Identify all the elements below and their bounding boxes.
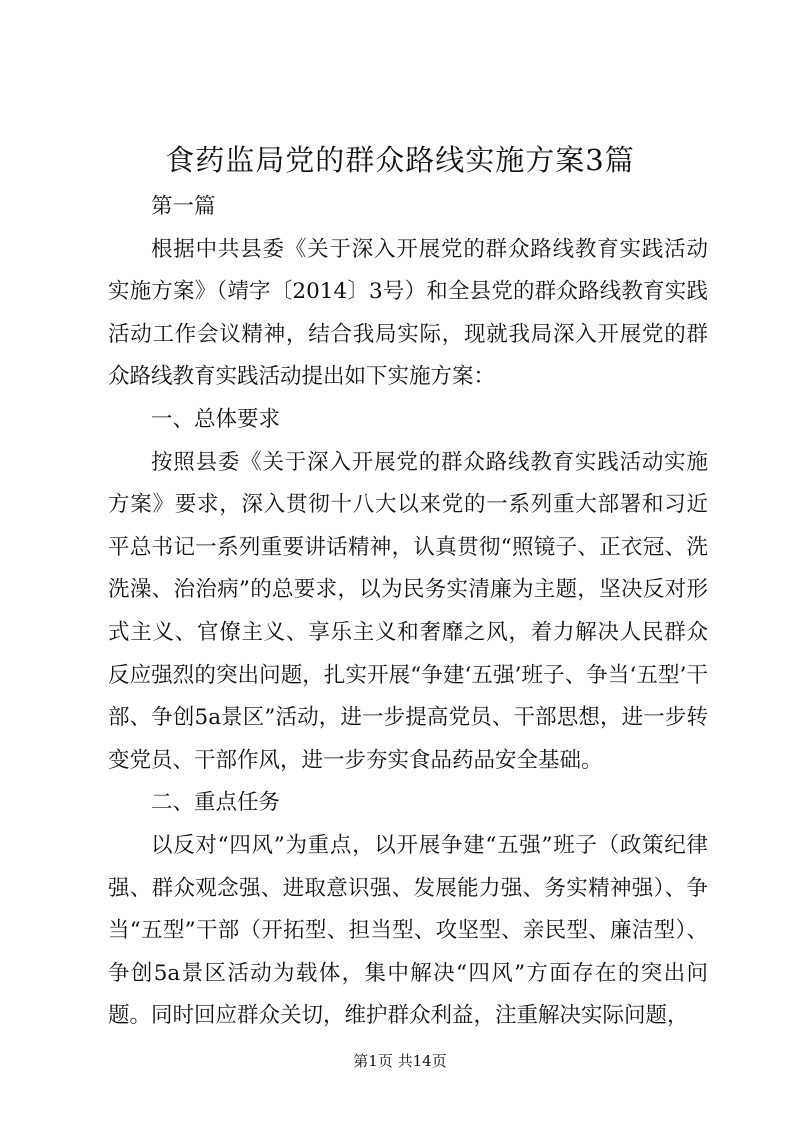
document-body [108, 186, 708, 1038]
section-heading-part-one: 第一篇 [151, 194, 216, 219]
paragraph-general-requirements: 按照县委《关于深入开展党的群众路线教育实践活动实施方案》要求，深入贯彻十八大以来党的一系列重大部署和习近平总书记一系列重要讲话精神，认真贯彻“照镜子、正衣冠、洗洗澡、治治病”的总要求，以为民务实清廉为主题，坚决反对形式主义、官僚主义、享乐主义和奢靡之风，着力解决人民群众反应强烈的突出问题，扎实开展“争建‘五强’班子、争当‘五型’干部、争创5a景区”活动，进一步提高党员、干部思想，进一步转变党员、干部作风，进一步夯实食品药品安全基础。 [108, 449, 708, 773]
section-heading-key-tasks: 二、重点任务 [151, 790, 281, 816]
paragraph-key-tasks: 以反对“四风”为重点，以开展争建“五强”班子（政策纪律强、群众观念强、进取意识强、发展能力强、务实精神强）、争当“五型”干部（开拓型、担当型、攻坚型、亲民型、廉洁型）、争创5a景区活动为载体，集中解决“四风”方面存在的突出问题。同时回应群众关切，维护群众利益，注重解决实际问题， [108, 832, 708, 1029]
page-number-footer: 第1页 共14页 [353, 1052, 447, 1070]
section-heading-general-requirements: 一、总体要求 [151, 406, 281, 432]
paragraph-intro: 根据中共县委《关于深入开展党的群众路线教育实践活动实施方案》（靖字〔2014〕3号）和全县党的群众路线教育实践活动工作会议精神，结合我局实际，现就我局深入开展党的群众路线教育实践活动提出如下实施方案： [108, 236, 708, 390]
document-title: 食药监局党的群众路线实施方案3篇 [165, 143, 635, 177]
